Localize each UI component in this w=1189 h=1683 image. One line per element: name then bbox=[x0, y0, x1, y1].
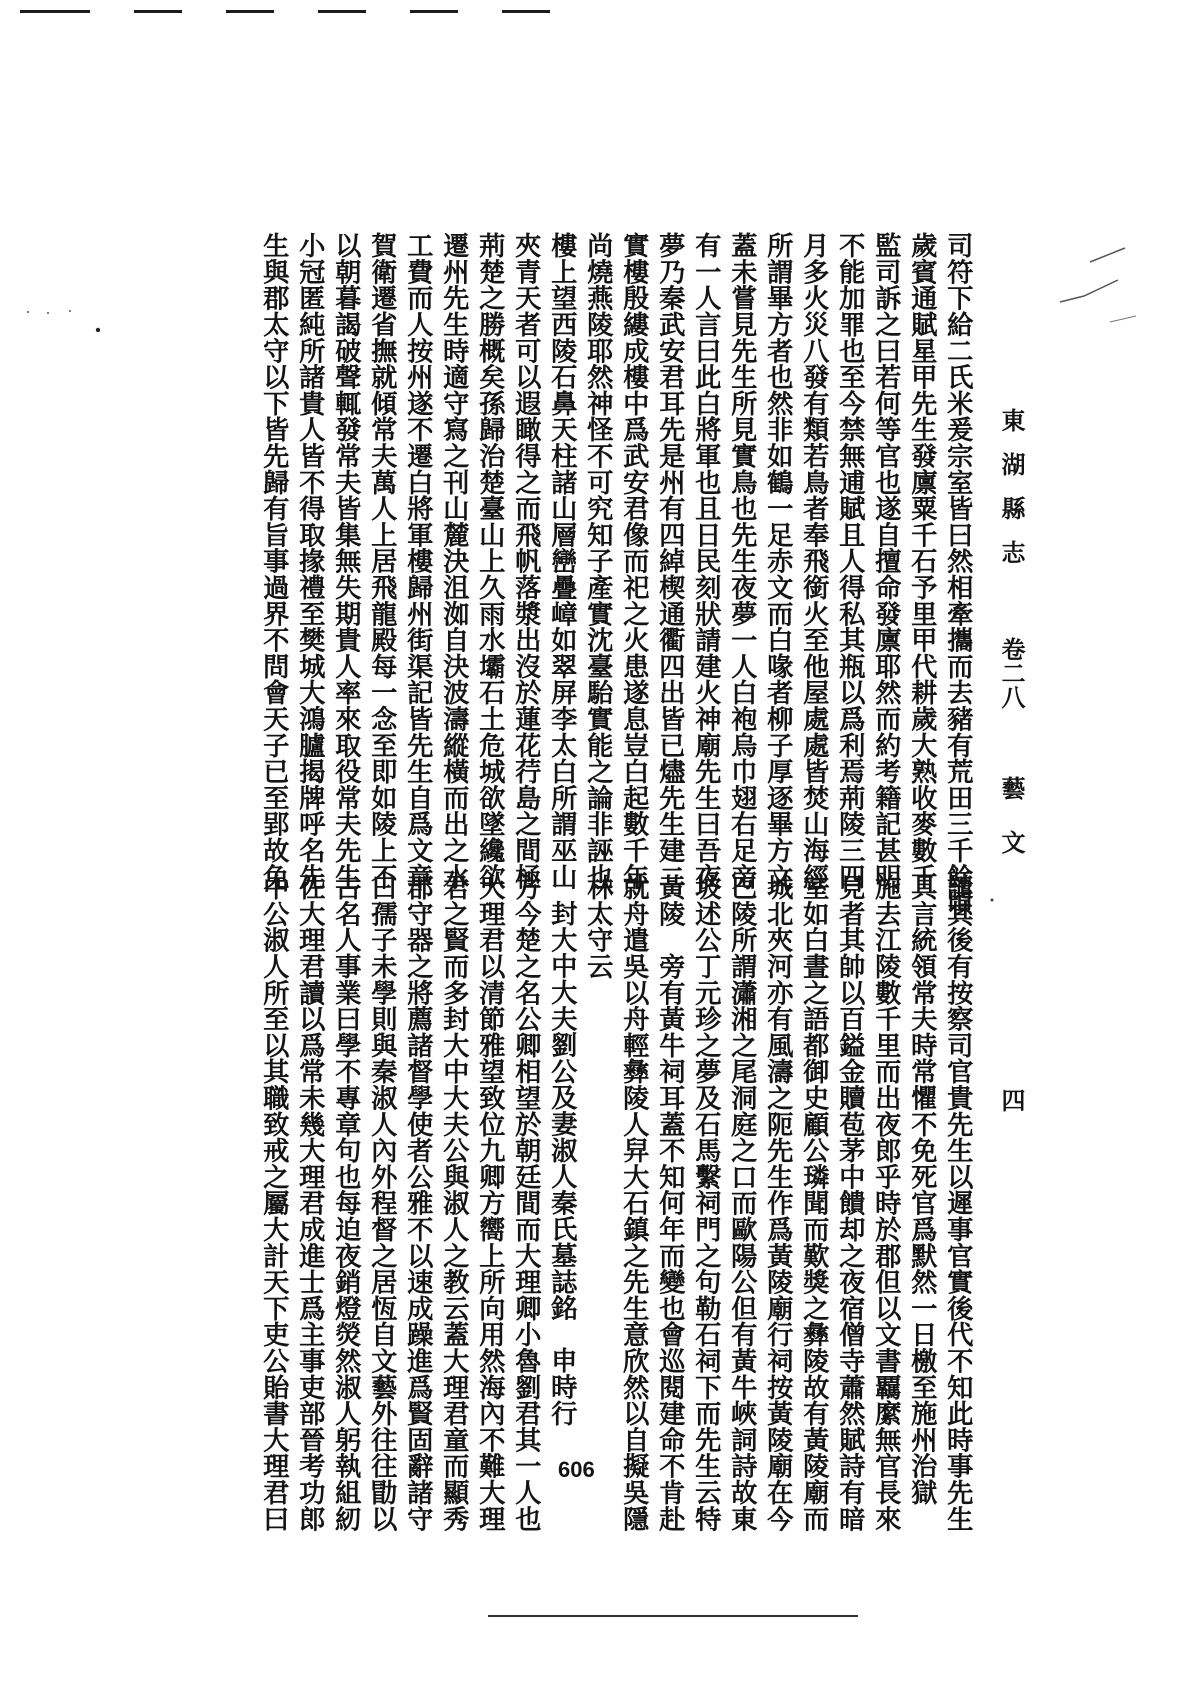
text-column: 實樓殷縷成樓中爲武安君像而祀之火患遂息豈白起數千年 bbox=[618, 232, 650, 890]
text-column: 佐大理君讀以爲常未幾大理君成進士爲主事吏部晉考功郎 bbox=[294, 874, 326, 1532]
text-column: 歲賓通賦星甲先生發廪粟千石予里甲代耕歲大熟收麥數千 bbox=[906, 232, 938, 890]
text-column: 就舟遣吳以舟輕彝陵人舁大石鎮之先生意欣然以自擬吳隱 bbox=[618, 874, 650, 1532]
text-column: 坡述公丁元珍之夢及石馬繫祠門之句勒石祠下而先生云特 bbox=[690, 874, 722, 1532]
text-column: 工費而人按州遂不遷白將軍樓歸州街渠記皆先生自爲文章 bbox=[402, 232, 434, 890]
text-column: 尚燒燕陵耶然神怪不可究知子產實沈臺駘實能之論非誣也 bbox=[582, 232, 614, 890]
text-column: 古名人事業曰學不專章句也每迫夜銷燈熒然淑人躬執組紉 bbox=[330, 874, 362, 1532]
text-column: 生與郡太守以下皆先歸有旨事過界不問會天子已至郢故免 bbox=[258, 232, 290, 890]
volume-label: 卷二八 bbox=[997, 637, 1026, 709]
text-column: 譴其後有按察司官貴先生以遲事官實後代不知此時事先生 bbox=[942, 874, 974, 1532]
text-column: 郡守器之將薦諸督學使者公雅不以速成躁進爲賢固辭諸守 bbox=[402, 874, 434, 1532]
page-number: 606 bbox=[558, 1457, 595, 1482]
running-header bbox=[994, 408, 1029, 884]
leaf-number: 四 bbox=[997, 1088, 1026, 1112]
text-column: 黃陵 旁有黃牛祠耳蓋不知何年而變也會巡閱建命不肯赴 bbox=[654, 874, 686, 1532]
text-column: 室如白晝之語都御史顧公璘聞而歎獎之彝陵故有黃陵廟而 bbox=[798, 874, 830, 1532]
book-title: 東湖縣志 bbox=[997, 408, 1026, 584]
text-column: 有一人言曰此白將軍也且日民刻狀請建火神廟先生曰吾夜 bbox=[690, 232, 722, 890]
text-column: 施去江陵數千里而出夜郎乎時於郡但以文書覊縻無官長來 bbox=[870, 874, 902, 1532]
text-column: 月多火災八發有類若鳥者奉飛銜火至他屋處處皆焚山海經 bbox=[798, 232, 830, 890]
text-column: 蓋未嘗見先生所見實鳥也先生夜夢一人白袍烏巾翅右足旁 bbox=[726, 232, 758, 890]
text-column: 不能加罪也至今禁無逋賦且人得私其瓶以爲利焉荊陵三四 bbox=[834, 232, 866, 890]
text-column: 夢乃秦武安君耳先是州有四綽楔通衢四出皆已燼先生建二 bbox=[654, 232, 686, 890]
text-column: 小冠匿純所諸貴人皆不得取掾禮至樊城大鴻臚揭牌呼名先 bbox=[294, 232, 326, 890]
text-column: 以朝暮謁破聲輒發常夫皆集無失期貴人率來取役常夫先生 bbox=[330, 232, 362, 890]
text-column: 中公淑人所至以其職致戒之屬大計天下吏公貽書大理君曰 bbox=[258, 874, 290, 1532]
epitaph-title-column: 封大中大夫劉公及妻淑人秦氏墓誌銘 申時行 bbox=[546, 900, 578, 1426]
text-column: 賀衛遷省撫就傾常夫萬人上居飛龍殿每一念至即如陵上不 bbox=[366, 232, 398, 890]
text-column: 方今楚之名公卿相望於朝廷間而大理卿小魯劉君其一人也 bbox=[510, 874, 542, 1532]
text-column: 君之賢而多封大中大夫公與淑人之教云蓋大理君童而顯秀 bbox=[438, 874, 470, 1532]
text-column: 樓上望西陵石鼻天柱諸山層巒疊嶂如翠屏李太白所謂巫山 bbox=[546, 232, 578, 890]
text-column: 所謂畢方者也然非如鶴一足赤文而白喙者柳子厚逐畢方文 bbox=[762, 232, 794, 890]
text-column: 城北夾河亦有風濤之阨先生作爲黃陵廟行祠按黃陵廟在今 bbox=[762, 874, 794, 1532]
text-column: 巴陵所謂瀟湘之尾洞庭之口而歐陽公但有黃牛峽詞詩故東 bbox=[726, 874, 758, 1532]
text-column: 司符下給二氏米爰宗室皆曰然相牽攜而去豬有荒田三千餘頃 bbox=[942, 232, 974, 916]
text-column: 大理君以清節雅望致位九卿方嚮上所向用然海內不難大理 bbox=[474, 874, 506, 1532]
text-column: 荊楚之勝概矣孫歸治楚臺山上久雨水壩石土危城欲墜纔欲 bbox=[474, 232, 506, 890]
text-column: 林太守云 bbox=[582, 874, 614, 980]
text-column: 具言統領常夫時常懼不免死官爲默然一日檄至施州治獄 bbox=[906, 874, 938, 1506]
scan-top-dashes bbox=[0, 10, 600, 14]
bottom-rule bbox=[488, 1615, 858, 1617]
category-label: 藝文 bbox=[997, 776, 1026, 884]
text-column: 見者其帥以百鎰金贖苞茅中饋却之夜宿僧寺蕭然賦詩有暗 bbox=[834, 874, 866, 1532]
text-column: 監司訴之曰若何等官也遂自擅命發廪耶然而約考籍記甚明 bbox=[870, 232, 902, 890]
text-column: 夾青天者可以遐瞰得之而飛帆落漿出沒於蓮花荇島之間極 bbox=[510, 232, 542, 890]
text-column: 遷州先生時適守寫之刊山麓決沮洳自決波濤縱橫而出之水 bbox=[438, 232, 470, 890]
text-column: 曰孺子未學則與秦淑人內外程督之居恆自文藝外往往勖以 bbox=[366, 874, 398, 1532]
